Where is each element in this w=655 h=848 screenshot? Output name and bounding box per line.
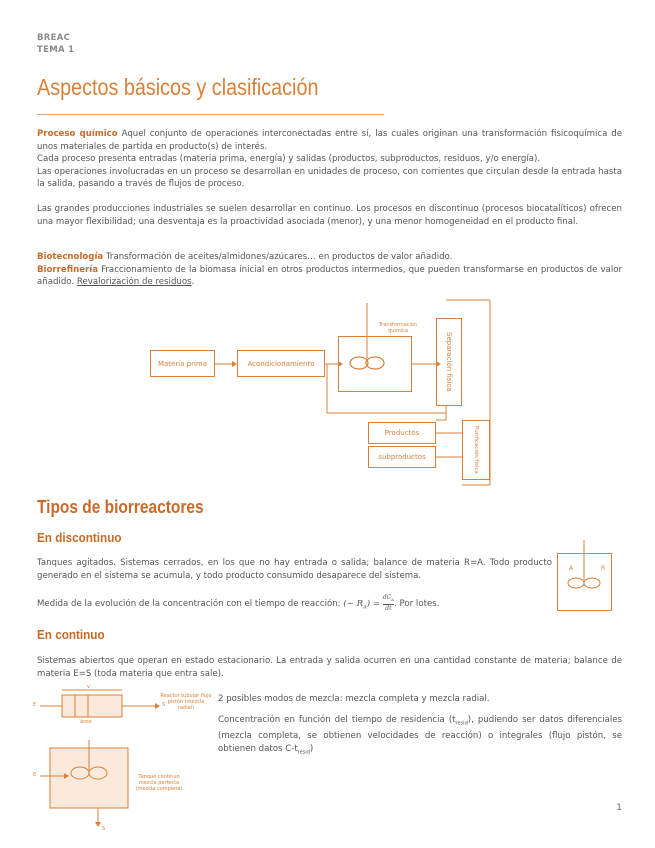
cstr-label-s: S	[102, 826, 106, 832]
eq-num: dC	[382, 594, 392, 601]
piston-label-e: E	[33, 702, 37, 708]
piston-label-area: área	[80, 719, 92, 725]
eq-sub: A	[363, 604, 367, 611]
section-tipos: Tipos de biorreactores	[37, 497, 204, 517]
eq-rhs: ) =	[366, 599, 380, 610]
batch-label-a: A	[569, 565, 574, 572]
piston-label-s: S	[162, 702, 166, 708]
equation-tail: . Por lotes.	[394, 599, 440, 610]
conc-sub2: resid	[297, 749, 310, 756]
header-course: BREAC	[37, 33, 71, 43]
conc-part1: Concentración en función del tiempo de residencia (t	[218, 715, 456, 725]
term-proceso-quimico: Proceso químico	[37, 129, 118, 139]
term-biotecnologia: Biotecnología	[37, 252, 104, 262]
eq-den: dt	[385, 605, 392, 613]
continuo-modes: 2 posibles modos de mezcla: mezcla completa y mezcla radial.	[218, 694, 490, 704]
header-topic: TEMA 1	[37, 45, 75, 55]
label-purificacion: Purificación física	[473, 426, 479, 474]
cstr-label-e: E	[33, 772, 37, 778]
box-productos: Productos	[368, 422, 436, 444]
link-revalorizacion[interactable]: Revalorización de residuos	[76, 277, 192, 288]
discontinuo-text: Tanques agitados. Sistemas cerrados, en los que no hay entrada o salida; balance de materia R=A. Todo producto generado en el sistema se acumula, y todo producto consumido desaparece del sistema.	[37, 558, 552, 581]
intro-line-3: Las operaciones involucradas en un proceso se desarrollan en unidades de proceso, con corrientes que circulan desde la entrada hasta la salida, pasando a través de flujos de proceso.	[37, 166, 622, 190]
production-paragraph: Las grandes producciones industriales se suelen desarrollar en continuo. Los procesos en discontinuo (procesos biocatalíticos) ofrecen una mayor flexibilidad; una desventaja es la proactividad asociada (menor), y una menor homogeneidad en el producto final.	[37, 204, 622, 227]
page-number: 1	[616, 803, 622, 813]
intro-line-2: Cada proceso presenta entradas (materia prima, energía) y salidas (productos, subproductos, residuos, y/o energía).	[37, 154, 541, 165]
piston-label-v: v	[87, 684, 90, 690]
eq-lhs: (− R	[343, 599, 364, 610]
heading-continuo: En continuo	[37, 627, 105, 642]
eq-num-sub: A	[391, 597, 395, 603]
label-separacion: Separación física	[445, 332, 453, 392]
box-subproductos: subproductos	[368, 446, 436, 468]
box-acondicionamiento: Acondicionamiento	[237, 350, 325, 377]
equation-lead: Medida de la evolución de la concentración con el tiempo de reacción:	[37, 599, 341, 610]
conc-sub1: resid	[455, 720, 468, 727]
label-transformacion: Transformación química	[378, 322, 418, 334]
def-biotecnologia: Transformación de aceites/almidones/azúcares… en productos de valor añadido.	[105, 252, 453, 262]
heading-discontinuo: En discontinuo	[37, 530, 122, 545]
box-materia-prima: Materia prima	[150, 350, 215, 377]
def-biorrefineria: Fraccionamiento de la biomasa inicial en otros productos intermedios, que pueden transformarse en productos de valor añadido.	[37, 264, 622, 288]
page-title: Aspectos básicos y clasificación	[37, 74, 319, 100]
piston-caption: Reactor tubular flujo pistón (mezcla radial)	[160, 693, 212, 711]
conc-part2: ), pudiendo ser datos diferenciales (mezcla completa, se obtienen velocidades de reacción) o integrales (flujo pistón, se obtienen datos C-t	[218, 715, 622, 754]
def-proceso-quimico: Aquel conjunto de operaciones interconectadas entre sí, las cuales originan una transformación fisicoquímica de unos materiales de partida en producto(s) de interés.	[37, 129, 622, 152]
cstr-caption: Tanque continuo mezcla perfecta (mezcla completa)	[135, 774, 183, 792]
def-tail: .	[191, 277, 195, 288]
term-biorrefineria: Biorrefinería	[37, 264, 99, 275]
continuo-text: Sistemas abiertos que operan en estado estacionario. La entrada y salida ocurren en una cantidad constante de materia; balance de materia E=S (toda materia que entra sale).	[37, 656, 622, 679]
conc-part3: )	[309, 743, 314, 754]
batch-label-r: R	[601, 565, 606, 572]
